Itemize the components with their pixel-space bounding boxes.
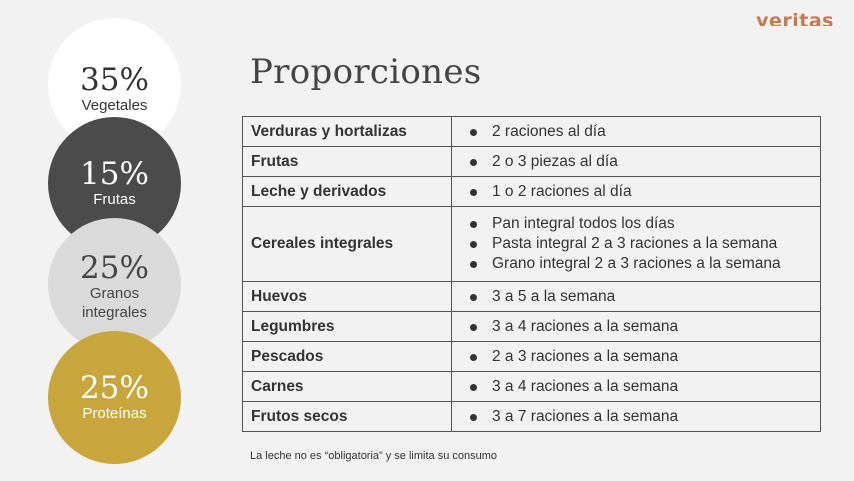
list-item: 3 a 5 a la semana — [460, 287, 812, 307]
list-item: 3 a 7 raciones a la semana — [460, 407, 812, 427]
circle-proteinas — [48, 331, 181, 464]
list-item: Grano integral 2 a 3 raciones a la semana — [460, 254, 812, 274]
portion-list — [460, 347, 812, 367]
circle-percent: 25% — [80, 370, 149, 406]
list-item: 2 a 3 raciones a la semana — [460, 347, 812, 367]
table-row — [243, 177, 821, 207]
food-category: Huevos — [243, 282, 452, 312]
table-row — [243, 402, 821, 432]
food-category: Carnes — [243, 372, 452, 402]
portion-cell — [452, 342, 821, 372]
food-category: Leche y derivados — [243, 177, 452, 207]
portion-list — [460, 377, 812, 397]
table-row — [243, 282, 821, 312]
portion-list — [460, 287, 812, 307]
circle-label: Vegetales — [81, 97, 148, 114]
circle-percent: 25% — [80, 249, 149, 286]
circle-percent: 15% — [80, 156, 149, 192]
footnote: La leche no es “obligatoria” y se limita su consumo — [250, 450, 498, 462]
food-category: Frutas — [243, 147, 452, 177]
list-item: Pasta integral 2 a 3 raciones a la semana — [460, 234, 812, 254]
portion-cell — [452, 402, 821, 432]
portion-cell — [452, 372, 821, 402]
portion-cell — [452, 117, 821, 147]
portion-list — [460, 152, 812, 172]
table-row — [243, 147, 821, 177]
proportions-table — [242, 116, 821, 432]
portion-cell — [452, 282, 821, 312]
circle-label: integrales — [81, 303, 148, 321]
food-category: Cereales integrales — [243, 207, 452, 282]
page-title: Proporciones — [250, 52, 482, 92]
table-row — [243, 372, 821, 402]
list-item: 2 o 3 piezas al día — [460, 152, 812, 172]
brand-logo: veritas — [756, 10, 834, 26]
portion-list — [460, 182, 812, 202]
food-category: Legumbres — [243, 312, 452, 342]
table-row — [243, 207, 821, 282]
portion-list — [460, 122, 812, 142]
portion-cell — [452, 207, 821, 282]
list-item: 3 a 4 raciones a la semana — [460, 377, 812, 397]
list-item: 2 raciones al día — [460, 122, 812, 142]
food-category: Verduras y hortalizas — [243, 117, 452, 147]
food-category: Frutos secos — [243, 402, 452, 432]
portion-cell — [452, 312, 821, 342]
list-item: 3 a 4 raciones a la semana — [460, 317, 812, 337]
circle-label: Proteínas — [82, 405, 147, 422]
circle-label: Granos — [89, 284, 140, 302]
circle-label: Frutas — [93, 191, 136, 208]
portion-list — [460, 214, 812, 274]
list-item: Pan integral todos los días — [460, 214, 812, 234]
table-row — [243, 117, 821, 147]
portion-list — [460, 407, 812, 427]
portion-cell — [452, 177, 821, 207]
food-category: Pescados — [243, 342, 452, 372]
circle-percent: 35% — [80, 62, 149, 98]
portion-cell — [452, 147, 821, 177]
list-item: 1 o 2 raciones al día — [460, 182, 812, 202]
table-row — [243, 312, 821, 342]
portion-list — [460, 317, 812, 337]
table-row — [243, 342, 821, 372]
